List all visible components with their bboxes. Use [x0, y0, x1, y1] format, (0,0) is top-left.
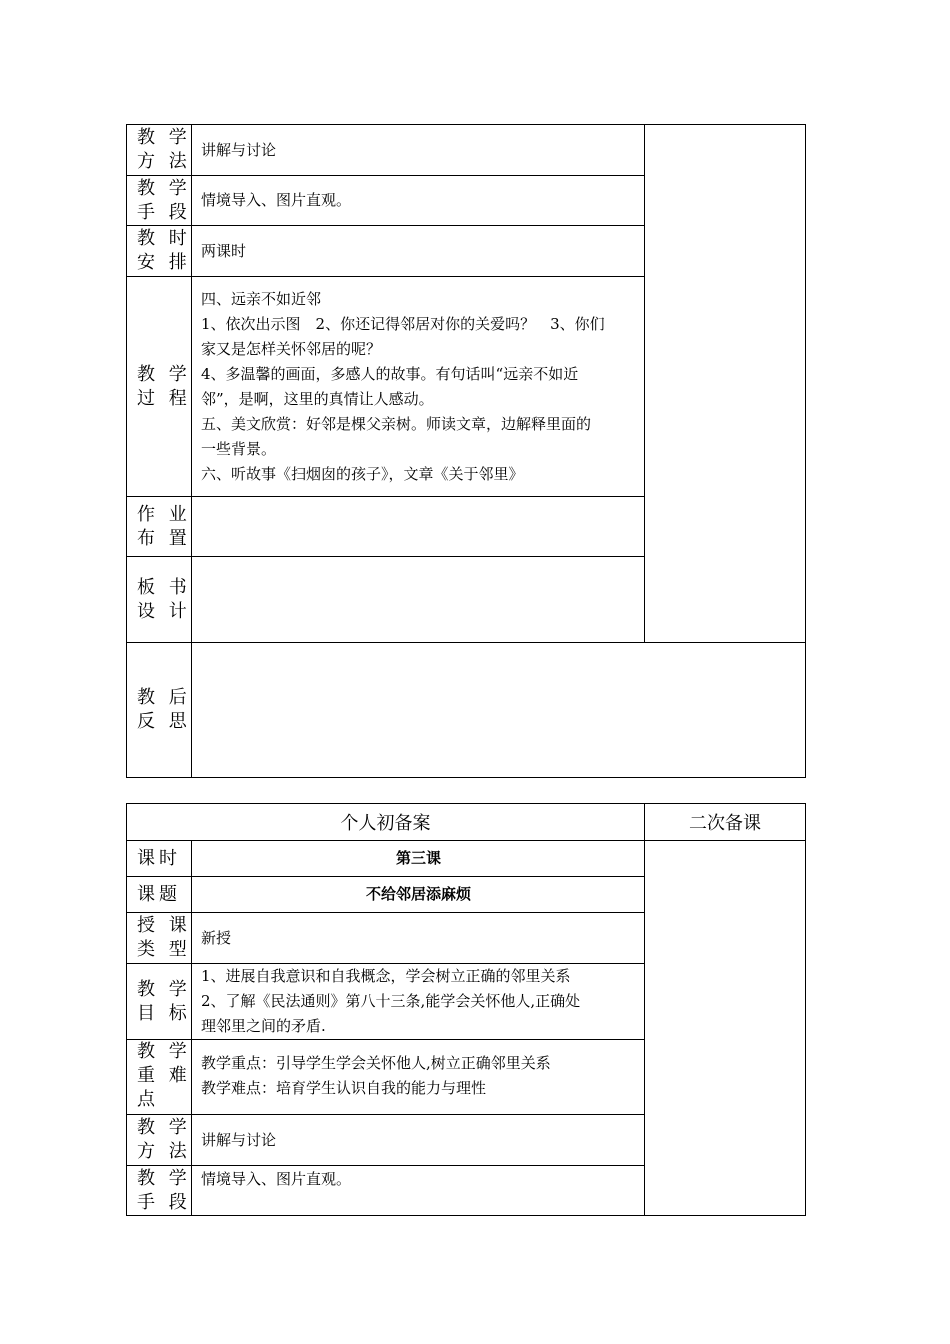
cell-teaching-goals — [192, 964, 645, 1040]
label-line: 课时 — [137, 847, 181, 869]
cell-board-design — [192, 557, 645, 643]
header-second-prep: 二次备课 — [645, 804, 806, 841]
content-line: 四、远亲不如近邻 — [201, 289, 322, 308]
content-line: 2、了解《民法通则》第八十三条,能学会关怀他人,正确处 — [201, 992, 581, 1010]
cell-schedule — [192, 226, 645, 277]
row-label-teaching-means — [127, 176, 192, 226]
label-line: 教 后 — [137, 687, 191, 708]
row-label-homework — [127, 497, 192, 557]
label-line: 点 — [137, 1089, 159, 1110]
cell-key-points — [192, 1040, 645, 1115]
content-line: 情境导入、图片直观。 — [201, 1170, 352, 1188]
row-label-teaching-means-2 — [127, 1166, 192, 1216]
content-line: 六、听故事《扫烟囱的孩子》，文章《关于邻里》 — [201, 464, 524, 483]
label-line: 过 程 — [137, 387, 191, 409]
cell-class-type — [192, 913, 645, 964]
second-prep-column — [645, 125, 806, 643]
content-line: 4、多温馨的画面，多感人的故事。有句话叫“远亲不如近 — [201, 364, 579, 383]
label-line: 教 学 — [137, 978, 191, 1000]
row-label-lesson-number — [127, 841, 192, 877]
content-line: 五、美文欣赏：好邻是棵父亲树。师读文章，边解释里面的 — [201, 414, 592, 433]
second-prep-column — [645, 841, 806, 1216]
label-line: 方 法 — [137, 151, 191, 172]
label-line: 教 学 — [137, 1167, 191, 1189]
row-label-teaching-process — [127, 277, 192, 497]
content-line: 两课时 — [201, 241, 247, 260]
content-line: 理邻里之间的矛盾. — [201, 1017, 326, 1035]
label-line: 目 标 — [137, 1002, 191, 1024]
content-line: 家又是怎样关怀邻居的呢？ — [201, 339, 382, 358]
cell-teaching-process — [192, 277, 645, 497]
lesson-plan-table-2 — [126, 803, 806, 1216]
lesson-plan-table-1 — [126, 124, 806, 778]
row-label-teaching-method-2 — [127, 1115, 192, 1166]
row-label-teaching-method — [127, 125, 192, 176]
content-line: 第三课 — [395, 849, 441, 867]
row-label-class-type — [127, 913, 192, 964]
row-label-key-points — [127, 1040, 192, 1115]
row-label-topic — [127, 877, 192, 913]
content-line: 教学难点：培育学生认识自我的能力与理性 — [201, 1079, 487, 1097]
content-line: 邻”，是啊，这里的真情让人感动。 — [201, 389, 434, 408]
content-line: 新授 — [201, 928, 232, 947]
content-line: 1、依次出示图 2、你还记得邻居对你的关爱吗？ 3、你们 — [201, 314, 605, 333]
cell-teaching-method — [192, 125, 645, 176]
label-line: 手 段 — [137, 201, 191, 223]
header-initial-plan: 个人初备案 — [127, 804, 645, 841]
content-line: 情境导入、图片直观。 — [201, 191, 352, 209]
cell-teaching-means-2 — [192, 1166, 645, 1216]
label-line: 重 难 — [137, 1065, 191, 1086]
content-line: 讲解与讨论 — [201, 1130, 277, 1149]
label-line: 板 书 — [137, 576, 191, 598]
content-line: 一些背景。 — [201, 439, 277, 458]
cell-homework — [192, 497, 645, 557]
cell-topic — [192, 877, 645, 913]
row-label-reflection — [127, 643, 192, 778]
label-line: 教 学 — [137, 1041, 191, 1062]
label-line: 课题 — [137, 883, 181, 905]
label-line: 设 计 — [137, 600, 191, 622]
label-line: 教 学 — [137, 177, 191, 199]
cell-reflection — [192, 643, 806, 778]
label-line: 授 课 — [137, 915, 191, 936]
label-line: 反 思 — [137, 711, 191, 732]
content-line: 1、进展自我意识和自我概念，学会树立正确的邻里关系 — [201, 967, 571, 985]
cell-teaching-method-2 — [192, 1115, 645, 1166]
label-line: 作 业 — [137, 503, 191, 525]
label-line: 教 学 — [137, 1117, 191, 1138]
row-label-teaching-goals — [127, 964, 192, 1040]
label-line: 布 置 — [137, 527, 191, 549]
label-line: 教 学 — [137, 363, 191, 385]
row-label-schedule — [127, 226, 192, 277]
content-line: 教学重点：引导学生学会关怀他人,树立正确邻里关系 — [201, 1054, 551, 1072]
row-label-board-design — [127, 557, 192, 643]
label-line: 教 学 — [137, 127, 191, 148]
label-line: 手 段 — [137, 1191, 191, 1213]
label-line: 安 排 — [137, 252, 191, 273]
cell-lesson-number — [192, 841, 645, 877]
content-line: 不给邻居添麻烦 — [365, 885, 471, 903]
cell-teaching-means — [192, 176, 645, 226]
label-line: 教 时 — [137, 228, 191, 249]
label-line: 方 法 — [137, 1141, 191, 1162]
content-line: 讲解与讨论 — [201, 140, 277, 159]
label-line: 类 型 — [137, 939, 191, 960]
